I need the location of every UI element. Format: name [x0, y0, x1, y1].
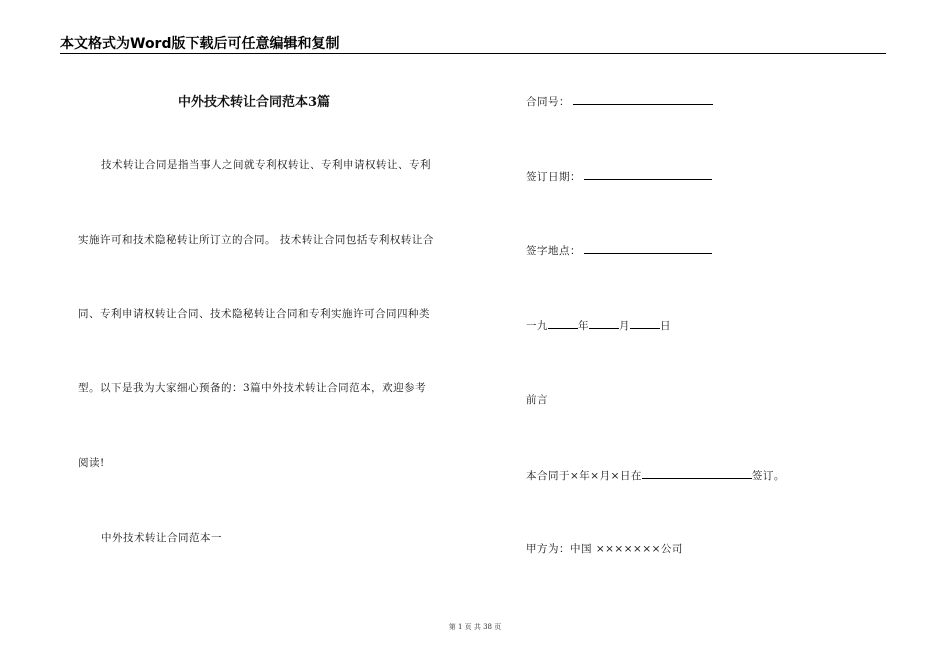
page-number: 第 1 页 共 38 页: [448, 623, 502, 631]
sign-date-row: [526, 168, 712, 184]
intro-line-4: 型。以下是我为大家细心预备的：3篇中外技术转让合同范本，欢迎参考: [78, 382, 427, 394]
sign-place-row: [526, 242, 712, 258]
month-label: 月: [619, 320, 630, 332]
contract-number-row: [526, 93, 713, 109]
date-row: [526, 317, 671, 333]
intro-line-5: 阅读!: [78, 457, 105, 469]
year-label: 年: [578, 320, 589, 332]
document-title: 中外技术转让合同范本3篇: [178, 95, 331, 110]
intro-line-2: 实施许可和技术隐秘转让所订立的合同。 技术转让合同包括专利权转让合: [78, 234, 434, 246]
intro-line-3: 同、专利申请权转让合同、技术隐秘转让合同和专利实施许可合同四种类: [78, 308, 430, 320]
signing-place-blank: [642, 467, 752, 479]
contract-number-blank: [573, 93, 713, 105]
signing-clause-after: 签订。: [751, 470, 785, 482]
month-blank: [589, 317, 619, 329]
signing-clause-before: 本合同于×年×月×日在: [526, 470, 642, 482]
sign-date-label: 签订日期：: [526, 171, 581, 183]
sign-place-blank: [584, 242, 712, 254]
section-heading: 中外技术转让合同范本一: [101, 532, 222, 544]
year-blank: [548, 317, 578, 329]
sign-place-label: 签字地点：: [526, 245, 581, 257]
contract-number-label: 合同号：: [526, 96, 570, 108]
date-prefix: 一九: [526, 320, 548, 332]
day-label: 日: [660, 320, 671, 332]
intro-line-1: 技术转让合同是指当事人之间就专利权转让、专利申请权转让、专利: [101, 159, 431, 171]
preface-heading: 前言: [526, 394, 548, 406]
sign-date-blank: [584, 168, 712, 180]
day-blank: [630, 317, 660, 329]
signing-clause: [526, 467, 785, 483]
download-banner: 本文格式为Word版下载后可任意编辑和复制: [60, 36, 340, 52]
party-a-line: 甲方为：中国 ×××××××公司: [526, 543, 683, 555]
banner-divider: [60, 53, 886, 54]
